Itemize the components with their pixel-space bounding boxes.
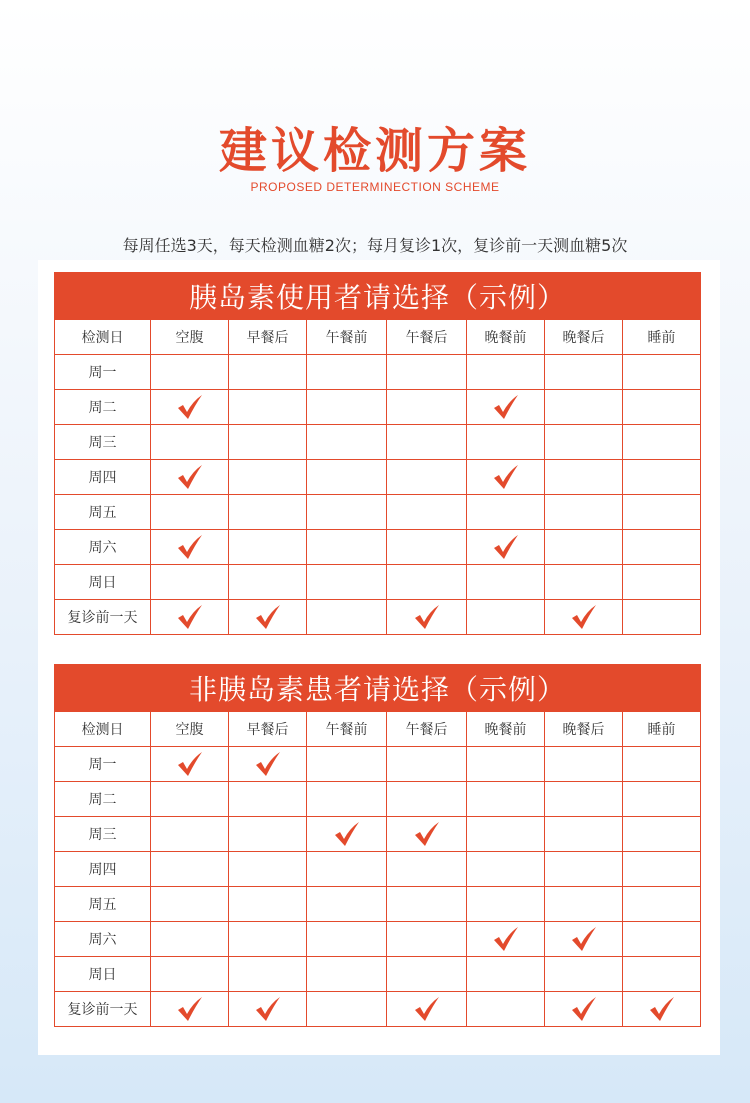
table-row (55, 817, 701, 852)
checkmark-icon (175, 603, 205, 631)
check-cell (229, 852, 307, 887)
check-cell (387, 495, 467, 530)
check-cell (387, 957, 467, 992)
check-cell (545, 922, 623, 957)
check-cell (545, 355, 623, 390)
check-cell (307, 390, 387, 425)
day-label: 周六 (55, 922, 151, 957)
check-cell (151, 817, 229, 852)
check-cell (467, 530, 545, 565)
check-cell (151, 600, 229, 635)
checkmark-icon (569, 995, 599, 1023)
column-header: 空腹 (151, 712, 229, 747)
check-cell (545, 600, 623, 635)
table-row (55, 782, 701, 817)
check-cell (467, 922, 545, 957)
check-cell (229, 495, 307, 530)
check-cell (151, 747, 229, 782)
check-cell (307, 887, 387, 922)
check-cell (387, 747, 467, 782)
day-label: 周六 (55, 530, 151, 565)
check-cell (307, 922, 387, 957)
check-cell (467, 747, 545, 782)
checkmark-icon (175, 463, 205, 491)
check-cell (545, 817, 623, 852)
checkmark-icon (175, 750, 205, 778)
check-cell (467, 887, 545, 922)
check-cell (387, 782, 467, 817)
check-cell (229, 887, 307, 922)
check-cell (467, 600, 545, 635)
column-header: 晚餐前 (467, 712, 545, 747)
table-row (55, 992, 701, 1027)
table-row (55, 390, 701, 425)
check-cell (467, 355, 545, 390)
check-cell (151, 425, 229, 460)
check-cell (623, 922, 701, 957)
check-cell (151, 495, 229, 530)
non-insulin-table (54, 664, 701, 1027)
day-label: 周二 (55, 782, 151, 817)
check-cell (307, 747, 387, 782)
check-cell (307, 782, 387, 817)
check-cell (545, 782, 623, 817)
column-header: 检测日 (55, 320, 151, 355)
check-cell (467, 957, 545, 992)
check-cell (307, 460, 387, 495)
column-header: 午餐前 (307, 320, 387, 355)
checkmark-icon (412, 820, 442, 848)
day-label: 周二 (55, 390, 151, 425)
checkmark-icon (491, 463, 521, 491)
check-cell (623, 887, 701, 922)
check-cell (229, 460, 307, 495)
check-cell (229, 957, 307, 992)
column-header: 早餐后 (229, 712, 307, 747)
column-header: 午餐后 (387, 712, 467, 747)
check-cell (229, 565, 307, 600)
check-cell (387, 922, 467, 957)
checkmark-icon (569, 603, 599, 631)
check-cell (387, 425, 467, 460)
column-header: 睡前 (623, 712, 701, 747)
column-header: 早餐后 (229, 320, 307, 355)
checkmark-icon (175, 533, 205, 561)
table-row (55, 747, 701, 782)
table-row (55, 355, 701, 390)
check-cell (387, 355, 467, 390)
check-cell (467, 992, 545, 1027)
check-cell (387, 530, 467, 565)
check-cell (307, 817, 387, 852)
page-subtitle: PROPOSED DETERMINECTION SCHEME (250, 180, 500, 194)
check-cell (387, 817, 467, 852)
table-row (55, 425, 701, 460)
column-header: 检测日 (55, 712, 151, 747)
check-cell (545, 565, 623, 600)
check-cell (387, 600, 467, 635)
check-cell (545, 495, 623, 530)
table-row (55, 530, 701, 565)
check-cell (307, 992, 387, 1027)
checkmark-icon (253, 603, 283, 631)
schedule-card (38, 260, 720, 1055)
check-cell (545, 957, 623, 992)
check-cell (229, 747, 307, 782)
checkmark-icon (332, 820, 362, 848)
day-label: 周五 (55, 887, 151, 922)
check-cell (151, 460, 229, 495)
check-cell (387, 887, 467, 922)
check-cell (387, 460, 467, 495)
check-cell (467, 852, 545, 887)
check-cell (545, 460, 623, 495)
check-cell (467, 425, 545, 460)
check-cell (151, 852, 229, 887)
table-title: 非胰岛素患者请选择（示例） (55, 665, 701, 712)
check-cell (151, 782, 229, 817)
check-cell (545, 992, 623, 1027)
check-cell (467, 495, 545, 530)
check-cell (307, 957, 387, 992)
checkmark-icon (491, 533, 521, 561)
day-label: 周日 (55, 957, 151, 992)
check-cell (229, 390, 307, 425)
table-row (55, 887, 701, 922)
check-cell (307, 530, 387, 565)
check-cell (229, 782, 307, 817)
check-cell (151, 887, 229, 922)
check-cell (151, 957, 229, 992)
check-cell (229, 817, 307, 852)
checkmark-icon (569, 925, 599, 953)
check-cell (467, 565, 545, 600)
check-cell (387, 565, 467, 600)
check-cell (151, 922, 229, 957)
check-cell (307, 565, 387, 600)
check-cell (623, 817, 701, 852)
checkmark-icon (491, 925, 521, 953)
check-cell (229, 425, 307, 460)
checkmark-icon (412, 995, 442, 1023)
day-label: 周三 (55, 425, 151, 460)
check-cell (387, 852, 467, 887)
check-cell (545, 852, 623, 887)
table-row (55, 957, 701, 992)
day-label: 周四 (55, 852, 151, 887)
check-cell (229, 992, 307, 1027)
check-cell (307, 600, 387, 635)
check-cell (545, 887, 623, 922)
table-row (55, 460, 701, 495)
check-cell (467, 782, 545, 817)
check-cell (467, 460, 545, 495)
check-cell (623, 747, 701, 782)
check-cell (307, 355, 387, 390)
check-cell (623, 992, 701, 1027)
check-cell (151, 390, 229, 425)
day-label: 周四 (55, 460, 151, 495)
column-header: 午餐后 (387, 320, 467, 355)
table-row (55, 922, 701, 957)
check-cell (387, 992, 467, 1027)
check-cell (229, 600, 307, 635)
checkmark-icon (647, 995, 677, 1023)
column-header: 空腹 (151, 320, 229, 355)
check-cell (623, 852, 701, 887)
check-cell (229, 355, 307, 390)
check-cell (387, 390, 467, 425)
check-cell (623, 565, 701, 600)
check-cell (307, 425, 387, 460)
scheme-description: 每周任选3天，每天检测血糖2次；每月复诊1次，复诊前一天测血糖5次 (122, 236, 628, 255)
check-cell (623, 600, 701, 635)
check-cell (545, 390, 623, 425)
check-cell (229, 530, 307, 565)
table-row (55, 852, 701, 887)
page-title: 建议检测方案 (218, 123, 531, 179)
check-cell (623, 782, 701, 817)
table-title: 胰岛素使用者请选择（示例） (55, 273, 701, 320)
day-label: 周一 (55, 747, 151, 782)
column-header: 晚餐后 (545, 320, 623, 355)
check-cell (623, 355, 701, 390)
day-label: 周一 (55, 355, 151, 390)
column-header: 晚餐前 (467, 320, 545, 355)
check-cell (229, 922, 307, 957)
check-cell (623, 957, 701, 992)
day-label: 周五 (55, 495, 151, 530)
column-header: 午餐前 (307, 712, 387, 747)
check-cell (151, 565, 229, 600)
check-cell (545, 425, 623, 460)
checkmark-icon (175, 393, 205, 421)
day-label: 复诊前一天 (55, 600, 151, 635)
check-cell (623, 425, 701, 460)
day-label: 周日 (55, 565, 151, 600)
check-cell (623, 460, 701, 495)
check-cell (467, 817, 545, 852)
column-header: 睡前 (623, 320, 701, 355)
check-cell (467, 390, 545, 425)
check-cell (307, 852, 387, 887)
check-cell (151, 530, 229, 565)
day-label: 复诊前一天 (55, 992, 151, 1027)
table-row (55, 495, 701, 530)
table-row (55, 600, 701, 635)
check-cell (623, 495, 701, 530)
checkmark-icon (175, 995, 205, 1023)
column-header: 晚餐后 (545, 712, 623, 747)
checkmark-icon (253, 995, 283, 1023)
checkmark-icon (253, 750, 283, 778)
check-cell (151, 355, 229, 390)
check-cell (307, 495, 387, 530)
check-cell (623, 530, 701, 565)
table-row (55, 565, 701, 600)
checkmark-icon (412, 603, 442, 631)
insulin-user-table (54, 272, 701, 635)
check-cell (545, 747, 623, 782)
check-cell (151, 992, 229, 1027)
checkmark-icon (491, 393, 521, 421)
check-cell (545, 530, 623, 565)
check-cell (623, 390, 701, 425)
day-label: 周三 (55, 817, 151, 852)
